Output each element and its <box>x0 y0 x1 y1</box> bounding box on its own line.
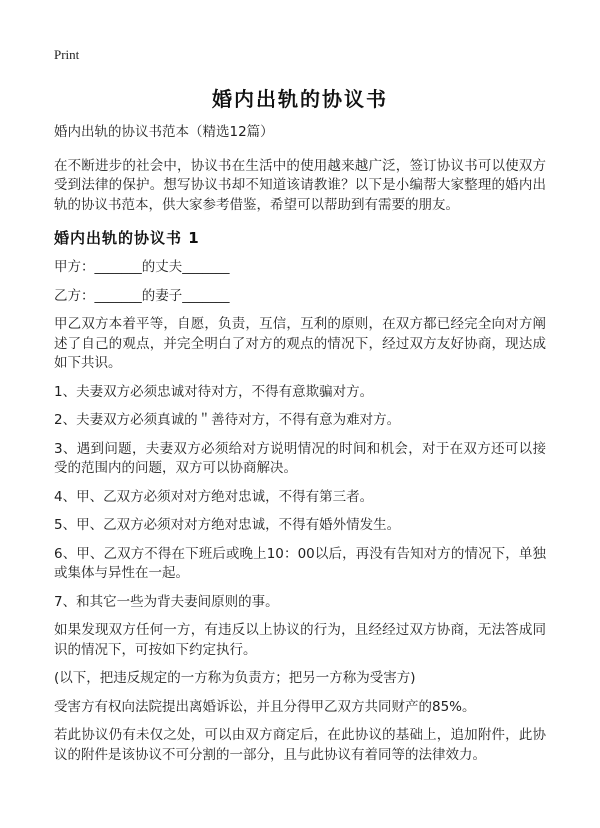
definition-note: (以下，把违反规定的一方称为负责方；把另一方称为受害方) <box>54 670 416 686</box>
clause-4: 4、甲、乙双方必须对对方绝对忠诚，不得有第三者。 <box>54 488 374 505</box>
document-subtitle: 婚内出轨的协议书范本（精选12篇） <box>54 124 274 140</box>
print-link[interactable]: Print <box>54 47 80 62</box>
clause-2: 2、夫妻双方必须真诚的＂善待对方，不得有意为难对方。 <box>54 412 401 428</box>
clause-7: 7、和其它一些为背夫妻间原则的事。 <box>54 593 279 610</box>
clause-1: 1、夫妻双方必须忠诚对待对方，不得有意欺骗对方。 <box>54 383 374 400</box>
section-heading: 婚内出轨的协议书 1 <box>54 229 200 247</box>
intro-paragraph: 在不断进步的社会中，协议书在生活中的使用越来越广泛，签订协议书可以使双方受到法律的保护。想写协议书却不知道该请教谁？以下是小编帮大家整理的婚内出轨的协议书范本，供大家参考借鉴，希望可以帮助到有需要的朋友。 <box>54 157 546 213</box>
preamble-paragraph: 甲乙双方本着平等，自愿，负责，互信，互利的原则，在双方都已经完全向对方阐述了自己的观点，并完全明白了对方的观点的情况下，经过双方友好协商，现达成如下共识。 <box>54 316 546 371</box>
clause-5: 5、甲、乙双方必须对对方绝对忠诚，不得有婚外情发生。 <box>54 517 401 533</box>
page-title: 婚内出轨的协议书 <box>212 87 388 111</box>
clause-6: 6、甲、乙双方不得在下班后或晚上10：00以后，再没有告知对方的情况下，单独或集体与异性在一起。 <box>54 545 546 581</box>
clause-3: 3、遇到问题，夫妻双方必须给对方说明情况的时间和机会，对于在双方还可以接受的范围内的问题，双方可以协商解决。 <box>54 440 546 476</box>
party-b-line: 乙方：_______的妻子_______ <box>54 287 230 304</box>
party-a-line: 甲方：_______的丈夫_______ <box>54 259 230 275</box>
remedy-clause: 受害方有权向法院提出离婚诉讼，并且分得甲乙双方共同财产的85%。 <box>54 698 476 715</box>
breach-clause: 如果发现双方任何一方，有违反以上协议的行为，且经经过双方协商，无法答成同识的情况下，可按如下约定执行。 <box>54 622 546 658</box>
appendix-clause: 若此协议仍有未仅之处，可以由双方商定后，在此协议的基础上，追加附件，此协议的附件是该协议不可分割的一部分，且与此协议有着同等的法律效力。 <box>54 727 546 763</box>
